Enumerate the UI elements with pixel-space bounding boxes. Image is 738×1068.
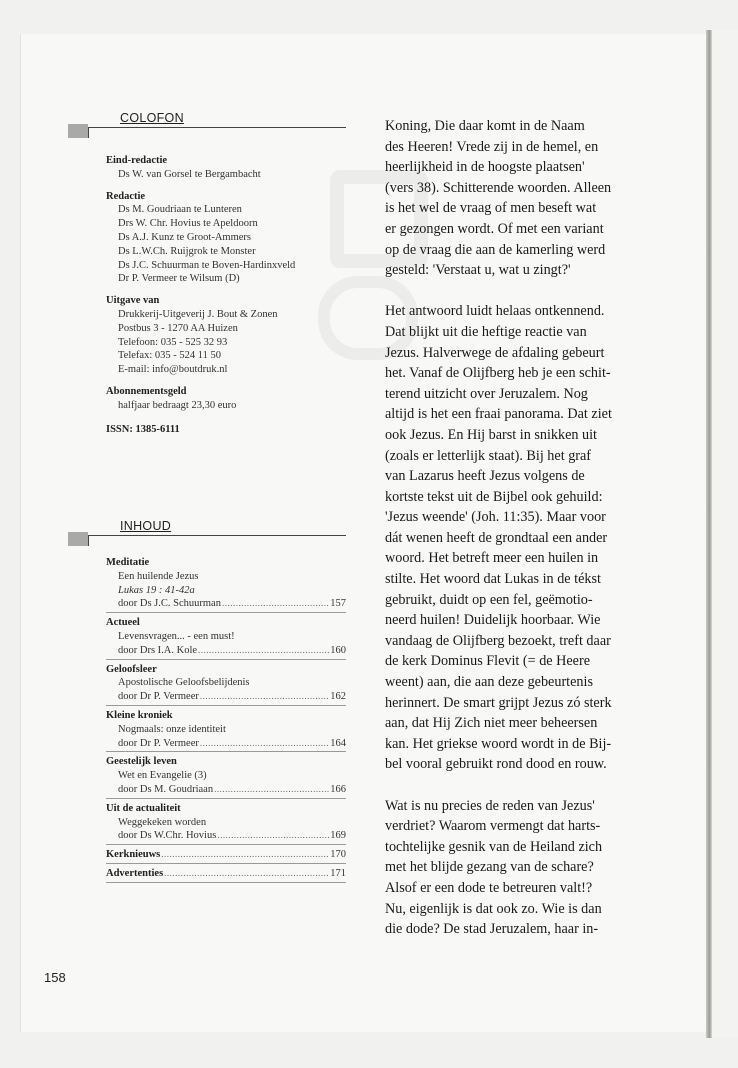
section-marker (68, 124, 88, 138)
toc-category: Uit de actualiteit (106, 802, 181, 814)
text-line: Wat is nu precies de reden van Jezus' (385, 797, 595, 814)
text-line: gesteld: 'Verstaat u, wat u zingt?' (385, 262, 571, 279)
text-line: stilte. Het woord dat Lukas in de tékst (385, 571, 601, 588)
toc-author: door Dr P. Vermeer (118, 737, 199, 749)
text-line: met het blijde gezang van de schare? (385, 859, 594, 876)
colofon-group-label: Uitgave van (106, 295, 160, 307)
colofon-header (68, 111, 346, 138)
toc-author: door Ds J.C. Schuurman (118, 598, 221, 610)
toc-page-number: 170 (330, 849, 346, 861)
text-line: terend uitzicht over Jeruzalem. Nog (385, 385, 588, 402)
text-line: Het antwoord luidt helaas ontkennend. (385, 303, 605, 320)
colofon-line: Drs W. Chr. Hovius te Apeldoorn (118, 218, 258, 230)
toc-author-row (106, 829, 346, 845)
text-line: van Lazarus heeft Jezus volgens de (385, 468, 585, 485)
toc-leader-dots (217, 829, 329, 843)
toc-article-title: Apostolische Geloofsbelijdenis (118, 677, 250, 689)
article-text (385, 116, 693, 940)
article-paragraph (385, 796, 693, 940)
toc-article-title: Levensvragen... - een must! (118, 630, 235, 642)
toc-author-row (106, 644, 346, 660)
text-line: Jezus. Halverwege de afdaling gebeurt (385, 344, 605, 361)
article-paragraph (385, 116, 693, 281)
toc-page-number: 157 (330, 598, 346, 610)
text-line: altijd is het een fraai panorama. Dat ziet (385, 406, 612, 423)
colofon-group (106, 190, 346, 287)
toc-author-row (106, 690, 346, 706)
text-line: er gezongen wordt. Of met een variant (385, 220, 604, 237)
colofon-line: halfjaar bedraagt 23,30 euro (118, 399, 237, 411)
toc-page-number: 169 (330, 830, 346, 842)
toc-page-number: 171 (330, 867, 346, 879)
text-line: kortste tekst uit de Bijbel ook gehuild: (385, 488, 603, 505)
header-rule-tick (88, 535, 89, 546)
issn: ISSN: 1385-6111 (106, 423, 180, 435)
toc-section (106, 802, 346, 845)
toc-author: door Drs I.A. Kole (118, 644, 198, 656)
text-line: verdriet? Waarom vermengt dat harts- (385, 818, 601, 835)
toc-article-title: Nogmaals: onze identiteit (118, 723, 226, 735)
toc-section (106, 616, 346, 659)
toc-category: Meditatie (106, 557, 150, 568)
toc-category: Kleine kroniek (106, 709, 173, 721)
toc-author-row (106, 737, 346, 753)
toc-page-number: 162 (330, 691, 346, 703)
colofon-line: Ds A.J. Kunz te Groot-Ammers (118, 231, 251, 243)
toc-page-number: 164 (330, 737, 346, 749)
text-line: op de vraag die aan de kamerling werd (385, 241, 606, 258)
toc-standalone-row (106, 848, 346, 864)
text-line: 'Jezus weende' (Joh. 11:35). Maar voor (385, 509, 606, 526)
toc-page-number: 166 (330, 783, 346, 795)
toc-category: Actueel (106, 617, 140, 629)
text-line: heerlijkheid in de hoogste plaatsen' (385, 159, 585, 176)
toc-article-title: Een huilende Jezus (118, 570, 199, 582)
colofon-line: Telefax: 035 - 524 11 50 (118, 350, 221, 362)
text-line: ook Jezus. En Hij barst in snikken uit (385, 426, 598, 443)
toc-leader-dots (200, 690, 329, 704)
toc-category: Geloofsleer (106, 663, 157, 675)
section-marker (68, 532, 88, 546)
toc-standalone-label: Kerknieuws (106, 849, 161, 861)
colofon-group-label: Redactie (106, 190, 146, 202)
toc-author: door Dr P. Vermeer (118, 691, 199, 703)
text-line: de kerk Dominus Flevit (= de Heere (385, 653, 590, 670)
colofon-group (106, 385, 346, 413)
text-line: Nu, eigenlijk is dat ook zo. Wie is dan (385, 900, 602, 917)
inhoud-header (68, 519, 346, 546)
toc-author-row (106, 597, 346, 613)
text-line: weent) aan, die aan deze gebeurtenis (385, 674, 593, 691)
text-line: neerd huilen! Duidelijk hoorbaar. Wie (385, 612, 601, 629)
text-line: herinnert. De smart grijpt Jezus zó sterk (385, 694, 612, 711)
toc-leader-dots (214, 783, 329, 797)
toc-leader-dots (161, 848, 329, 862)
colofon-section (68, 111, 346, 436)
header-rule (88, 127, 346, 128)
toc-author: door Ds M. Goudriaan (118, 783, 214, 795)
text-line: aan, dat Hij Zich niet meer beheersen (385, 715, 598, 732)
toc-article-title: Weggekeken worden (118, 816, 207, 828)
text-line: bel vooral gebruikt rond dood en rouw. (385, 756, 607, 773)
toc-category: Geestelijk leven (106, 756, 177, 768)
table-of-contents (106, 556, 346, 883)
colofon-group (106, 294, 346, 377)
text-line: woord. Het betreft meer een huilen in (385, 550, 599, 567)
article-paragraph (385, 301, 693, 775)
text-line: Alsof er een dode te betreuren valt!? (385, 879, 593, 896)
colofon-line: Ds L.W.Ch. Ruijgrok te Monster (118, 245, 256, 257)
text-line: het. Vanaf de Olijfberg heb je een schit- (385, 365, 611, 382)
colofon-group-label: Abonnementsgeld (106, 385, 187, 397)
colofon-line: Dr P. Vermeer te Wilsum (D) (118, 273, 240, 285)
facing-page-edge (712, 30, 738, 1038)
toc-leader-dots (198, 644, 329, 658)
colofon-line: Drukkerij-Uitgeverij J. Bout & Zonen (118, 308, 278, 320)
toc-standalone-label: Advertenties (106, 867, 164, 879)
toc-standalone-row (106, 867, 346, 883)
text-line: des Heeren! Vrede zij in de hemel, en (385, 138, 599, 155)
text-line: is het wel de vraag of men beseft wat (385, 200, 597, 217)
inhoud-section (68, 519, 346, 886)
toc-article-title: Wet en Evangelie (3) (118, 770, 207, 782)
text-line: kan. Het griekse woord wordt in de Bij- (385, 735, 612, 752)
toc-section (106, 663, 346, 706)
toc-section (106, 755, 346, 798)
text-line: (zoals er letterlijk staat). Bij het graf (385, 447, 592, 464)
text-line: dát wenen heeft de grondtaal een ander (385, 529, 608, 546)
text-line: gebruikt, duidt op een fel, geëmotio- (385, 591, 593, 608)
colofon-title: COLOFON (120, 111, 184, 125)
colofon-line: Ds W. van Gorsel te Bergambacht (118, 168, 261, 180)
text-line: Dat blijkt uit die heftige reactie van (385, 323, 587, 340)
header-rule (88, 535, 346, 536)
toc-leader-dots (164, 867, 329, 881)
colofon-group (106, 154, 346, 182)
text-line: tochtelijke gesnik van de Heiland zich (385, 838, 603, 855)
toc-leader-dots (222, 597, 329, 611)
colofon-group-label: Eind-redactie (106, 155, 168, 166)
colofon-line: Ds M. Goudriaan te Lunteren (118, 204, 242, 216)
text-line: die dode? De stad Jeruzalem, haar in- (385, 921, 599, 938)
toc-section (106, 709, 346, 752)
toc-author-row (106, 783, 346, 799)
inhoud-title: INHOUD (120, 519, 172, 533)
colofon-line: E-mail: info@boutdruk.nl (118, 364, 228, 376)
toc-section (106, 556, 346, 613)
text-line: Koning, Die daar komt in de Naam (385, 118, 585, 134)
text-line: (vers 38). Schitterende woorden. Alleen (385, 179, 612, 196)
colofon-line: Postbus 3 - 1270 AA Huizen (118, 322, 238, 334)
toc-scripture-ref: Lukas 19 : 41-42a (118, 584, 195, 596)
colofon-groups (68, 154, 346, 413)
text-line: vandaag de Olijfberg bezoekt, treft daar (385, 632, 611, 649)
toc-author: door Ds W.Chr. Hovius (118, 830, 217, 842)
page-number: 158 (44, 970, 66, 985)
colofon-line: Telefoon: 035 - 525 32 93 (118, 336, 228, 348)
colofon-line: Ds J.C. Schuurman te Boven-Hardinxveld (118, 259, 296, 271)
toc-leader-dots (200, 737, 329, 751)
header-rule-tick (88, 127, 89, 138)
toc-page-number: 160 (330, 644, 346, 656)
